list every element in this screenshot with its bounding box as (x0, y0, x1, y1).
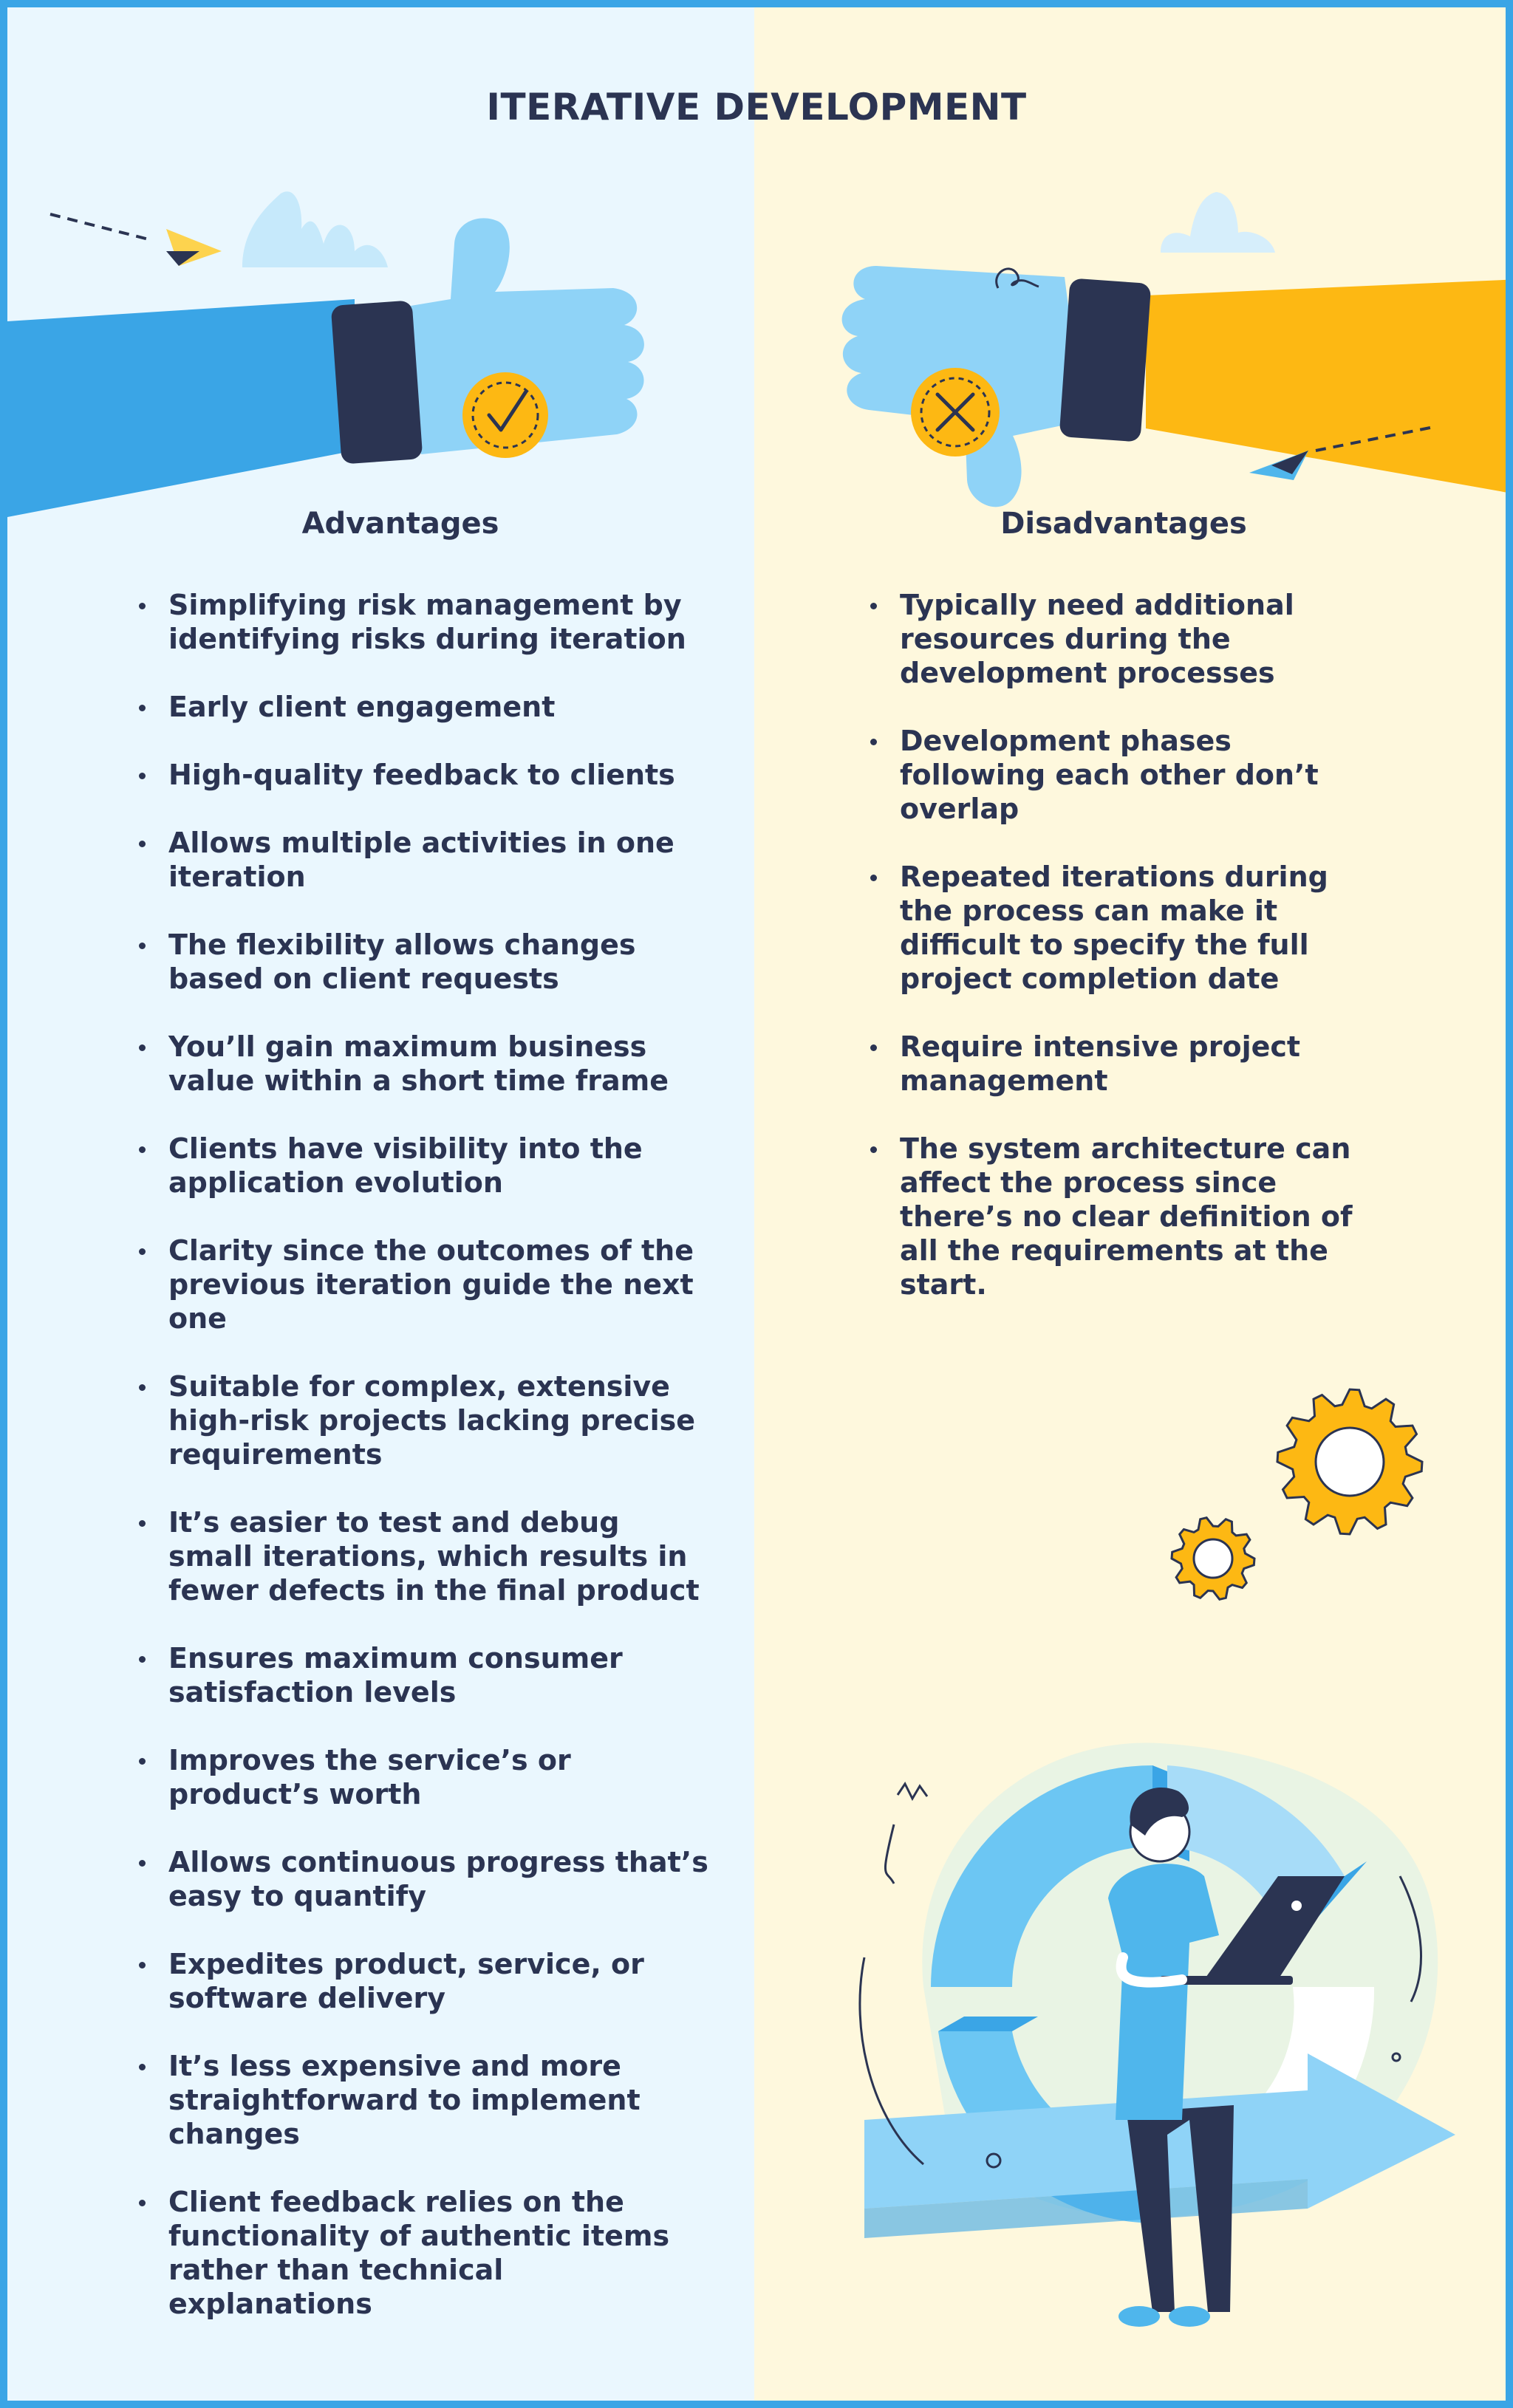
bullet-icon (870, 603, 877, 609)
paper-plane-icon (50, 214, 222, 266)
bullet-icon (139, 1962, 146, 1969)
advantages-item-text: Suitable for complex, extensive high-risk projects lacking precise requirements (168, 1370, 696, 1471)
bullet-icon (139, 1860, 146, 1867)
bullet-icon (139, 1384, 146, 1391)
cloud-icon (242, 191, 388, 267)
disadvantages-item (864, 588, 1381, 690)
bullet-icon (870, 739, 877, 745)
advantages-item-text: Allows multiple activities in one iteration (168, 827, 674, 893)
advantages-item-text: Improves the service’s or product’s worth (168, 1744, 571, 1810)
bullet-icon (139, 1758, 146, 1765)
advantages-item (133, 690, 709, 724)
bullet-icon (139, 1656, 146, 1663)
check-badge-icon (462, 372, 548, 458)
bullet-icon (139, 1520, 146, 1527)
bullet-icon (139, 603, 146, 609)
advantages-item (133, 1132, 709, 1200)
person-with-laptop-illustration (835, 1677, 1470, 2327)
bullet-icon (139, 841, 146, 847)
advantages-item (133, 1947, 709, 2015)
advantages-item (133, 758, 709, 792)
disadvantages-item-text: Require intensive project management (900, 1030, 1301, 1097)
advantages-item (133, 2049, 709, 2151)
bullet-icon (139, 2200, 146, 2206)
cloud-icon (1161, 192, 1275, 253)
gears-illustration (1160, 1381, 1441, 1603)
advantages-item (133, 1743, 709, 1811)
bullet-icon (870, 1044, 877, 1051)
advantages-item-text: Expedites product, service, or software delivery (168, 1948, 644, 2014)
bullet-icon (139, 2064, 146, 2070)
bullet-icon (870, 1146, 877, 1153)
gear-icon (1172, 1518, 1254, 1600)
disadvantages-item-text: Development phases following each other don’t overlap (900, 725, 1319, 825)
disadvantages-item-text: Repeated iterations during the process can make it difficult to specify the full project completion date (900, 861, 1328, 995)
advantages-heading: Advantages (301, 507, 499, 541)
disadvantages-item (864, 724, 1381, 826)
advantages-item-text: The flexibility allows changes based on client requests (168, 928, 636, 995)
bullet-icon (139, 1044, 146, 1051)
advantages-item (133, 1369, 709, 1471)
bullet-icon (139, 1248, 146, 1255)
bullet-icon (139, 943, 146, 949)
advantages-item (133, 2185, 709, 2321)
bullet-icon (139, 1146, 146, 1153)
advantages-item-text: You’ll gain maximum business value within a short time frame (168, 1030, 669, 1097)
advantages-item-text: Clarity since the outcomes of the previous iteration guide the next one (168, 1234, 694, 1335)
advantages-item-text: It’s less expensive and more straightforward to implement changes (168, 2050, 641, 2150)
bullet-icon (139, 773, 146, 779)
advantages-item-text: It’s easier to test and debug small iterations, which results in fewer defects in the final product (168, 1506, 700, 1607)
advantages-item (133, 928, 709, 996)
disadvantages-item (864, 1132, 1381, 1302)
advantages-item (133, 1641, 709, 1709)
advantages-item (133, 1845, 709, 1913)
advantages-item-text: Clients have visibility into the application evolution (168, 1132, 643, 1199)
page-title: ITERATIVE DEVELOPMENT (486, 86, 1027, 129)
advantages-item-text: Simplifying risk management by identifying risks during iteration (168, 589, 686, 655)
thumbs-down-illustration (754, 7, 1513, 524)
advantages-item (133, 826, 709, 894)
advantages-item-text: High-quality feedback to clients (168, 759, 675, 791)
advantages-item-text: Early client engagement (168, 691, 556, 723)
advantages-item (133, 1030, 709, 1098)
disadvantages-item-text: Typically need additional resources during the development processes (900, 589, 1294, 689)
cross-badge-icon (911, 368, 1000, 456)
advantages-item-text: Ensures maximum consumer satisfaction levels (168, 1642, 623, 1708)
disadvantages-item (864, 860, 1381, 996)
disadvantages-item-text: The system architecture can affect the process since there’s no clear definition of all the requirements at the start. (900, 1132, 1353, 1301)
advantages-item-text: Allows continuous progress that’s easy to quantify (168, 1846, 708, 1912)
advantages-item (133, 1234, 709, 1335)
advantages-item (133, 588, 709, 656)
advantages-item-text: Client feedback relies on the functionality of authentic items rather than technical explanations (168, 2186, 670, 2320)
advantages-item (133, 1505, 709, 1607)
advantages-list (133, 588, 709, 2355)
bullet-icon (139, 705, 146, 711)
disadvantages-item (864, 1030, 1381, 1098)
bullet-icon (870, 875, 877, 881)
gear-icon (1277, 1389, 1422, 1534)
disadvantages-heading: Disadvantages (1000, 507, 1247, 541)
disadvantages-list (864, 588, 1381, 1335)
thumbs-up-illustration (7, 7, 754, 524)
